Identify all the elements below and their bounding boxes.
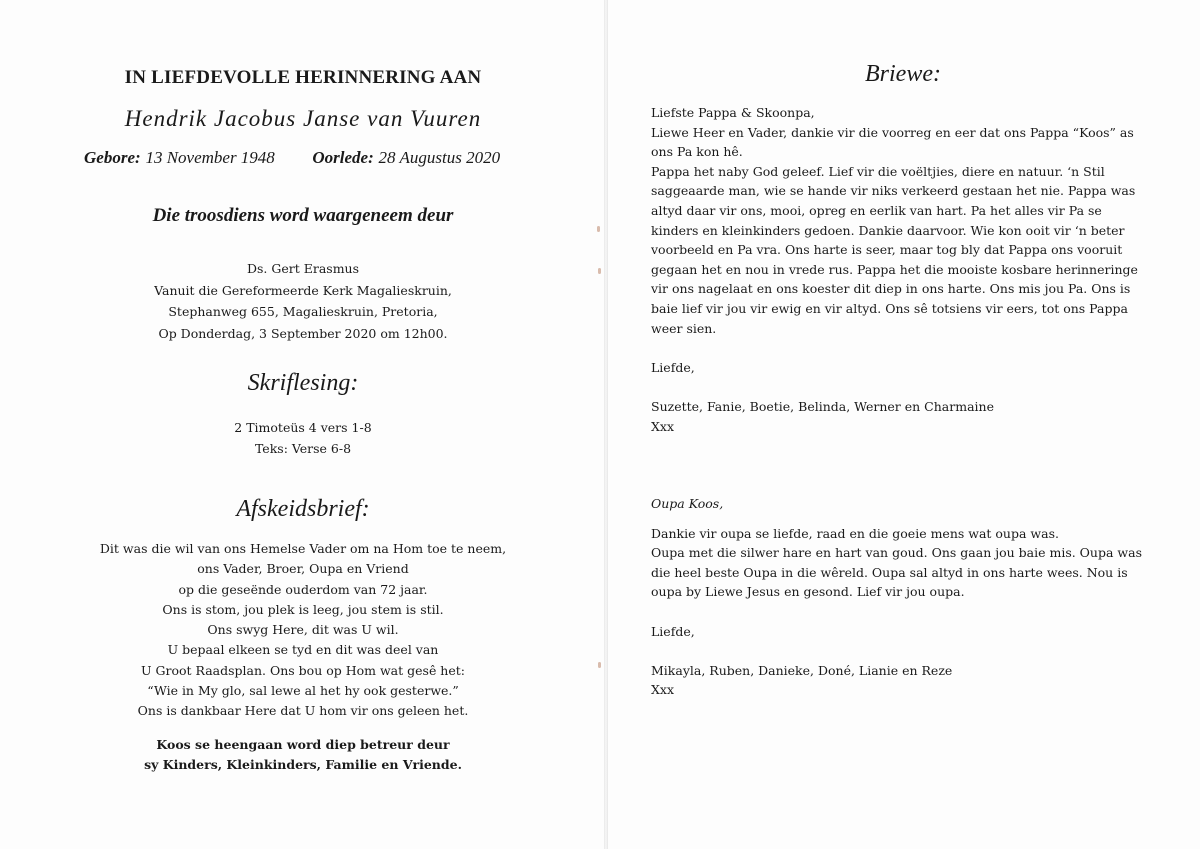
letter-line: gegaan het en nou in vrede rus. Pappa het die mooiste kosbare herinneringe: [651, 261, 1138, 277]
letters-heading: Briewe:: [865, 61, 941, 87]
letter-line: Oupa met die silwer hare en hart van goud. Ons gaan jou baie mis. Oupa was: [651, 545, 1142, 561]
letter-kisses: Xxx: [651, 418, 674, 434]
service-line: Stephanweg 655, Magalieskruin, Pretoria,: [168, 304, 438, 319]
service-line: Vanuit die Gereformeerde Kerk Magalieskruin,: [154, 282, 452, 298]
service-line: Op Donderdag, 3 September 2020 om 12h00.: [158, 325, 448, 341]
farewell-heading: Afskeidsbrief:: [236, 496, 370, 522]
letter-from-grandchildren: [651, 494, 1171, 700]
farewell-line: Dit was die wil van ons Hemelse Vader om na Hom toe te neem,: [99, 541, 507, 556]
letter-line: kinders en kleinkinders gedoen. Dankie daarvoor. Wie kon ooit vir ‘n beter: [651, 222, 1125, 238]
farewell-line: U Groot Raadsplan. Ons bou op Hom wat gesê het:: [141, 662, 465, 678]
letter-from-children: [651, 103, 1171, 436]
farewell-line: U bepaal elkeen se tyd en dit was deel van: [167, 642, 439, 658]
life-dates: [84, 148, 500, 168]
letter-signoff: Liefde,: [651, 623, 695, 639]
letter-body: [651, 524, 1171, 602]
letter-signers: Mikayla, Ruben, Danieke, Doné, Lianie en Reze: [651, 662, 953, 678]
closing-line: sy Kinders, Kleinkinders, Familie en Vriende.: [144, 757, 462, 772]
letter-line: Pappa het naby God geleef. Lief vir die voëltjies, diere en natuur. ‘n Stil: [651, 163, 1105, 179]
born-date: 13 November 1948: [145, 148, 275, 167]
scan-speck: [598, 662, 601, 668]
letter-line: weer sien.: [651, 320, 717, 336]
letter-line: voorbeeld en Pa vra. Ons harte is seer, maar tog bly dat Pappa ons vooruit: [651, 242, 1123, 258]
letter-line: ons Pa kon hê.: [651, 144, 743, 160]
farewell-line: Ons swyg Here, dit was U wil.: [207, 622, 399, 638]
born-label: Gebore:: [84, 148, 141, 167]
scan-speck: [598, 268, 601, 274]
mourning-statement: [0, 735, 606, 775]
farewell-line: ons Vader, Broer, Oupa en Vriend: [197, 561, 409, 577]
letter-signature: [651, 397, 1171, 436]
letter-line: Liewe Heer en Vader, dankie vir die voorreg en eer dat ons Pappa “Koos” as: [651, 124, 1134, 140]
letter-line: die heel beste Oupa in die wêreld. Oupa sal altyd in ons harte wees. Nou is: [651, 564, 1128, 580]
letter-signature: [651, 661, 1171, 700]
scripture-reading: [0, 417, 606, 459]
scripture-line: 2 Timoteüs 4 vers 1-8: [234, 420, 372, 435]
deceased-name: Hendrik Jacobus Janse van Vuuren: [124, 106, 482, 131]
service-details: [0, 258, 606, 344]
scripture-line: Teks: Verse 6-8: [254, 441, 352, 456]
letter-line: saggeaarde man, wie se hande vir niks verkeerd gestaan het nie. Pappa was: [651, 183, 1136, 199]
service-heading: Die troosdiens word waargeneem deur: [152, 205, 454, 226]
letter-kisses: Xxx: [651, 682, 674, 698]
died-date: 28 Augustus 2020: [378, 148, 501, 167]
letter-greeting: Oupa Koos,: [651, 496, 724, 511]
letter-greeting: Liefste Pappa & Skoonpa,: [651, 105, 815, 120]
scripture-heading: Skriflesing:: [247, 370, 359, 396]
letter-line: oupa by Liewe Jesus en gesond. Lief vir jou oupa.: [651, 584, 965, 600]
farewell-line: “Wie in My glo, sal lewe al het hy ook gesterwe.”: [147, 683, 459, 699]
letter-line: Dankie vir oupa se liefde, raad en die goeie mens wat oupa was.: [651, 525, 1059, 541]
letter-signers: Suzette, Fanie, Boetie, Belinda, Werner en Charmaine: [651, 398, 994, 414]
letter-body: [651, 123, 1171, 339]
letter-line: altyd daar vir ons, mooi, opreg en eerlik van hart. Pa het alles vir Pa se: [651, 202, 1102, 218]
farewell-letter: [0, 539, 606, 722]
closing-line: Koos se heengaan word diep betreur deur: [156, 737, 450, 752]
scan-speck: [597, 226, 600, 232]
letter-signoff: Liefde,: [651, 359, 695, 375]
farewell-line: op die geseënde ouderdom van 72 jaar.: [178, 581, 428, 597]
died-label: Oorlede:: [312, 148, 374, 167]
farewell-line: Ons is stom, jou plek is leeg, jou stem is stil.: [162, 601, 444, 617]
letter-line: baie lief vir jou vir ewig en vir altyd. Ons sê totsiens vir eers, tot ons Pappa: [651, 300, 1128, 316]
service-line: Ds. Gert Erasmus: [246, 261, 360, 276]
farewell-line: Ons is dankbaar Here dat U hom vir ons geleen het.: [137, 703, 469, 719]
memorial-title: IN LIEFDEVOLLE HERINNERING AAN: [124, 67, 482, 88]
letter-line: vir ons nagelaat en ons koester dit diep in ons harte. Ons mis jou Pa. Ons is: [651, 281, 1131, 297]
